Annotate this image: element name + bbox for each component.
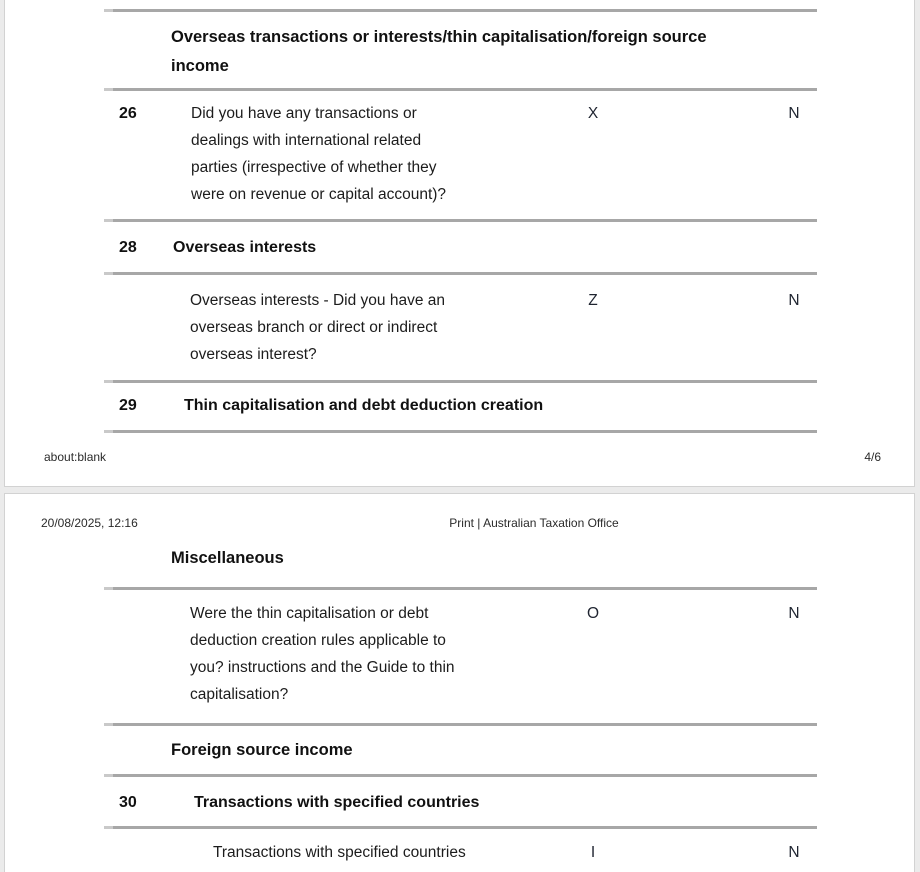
- header-title: Print | Australian Taxation Office: [449, 516, 619, 530]
- question-line: overseas interest?: [190, 346, 317, 363]
- item-29-title: Thin capitalisation and debt deduction creation: [184, 397, 544, 414]
- question-line: were on revenue or capital account)?: [191, 186, 447, 203]
- footer-url: about:blank: [44, 450, 107, 464]
- section-heading-line1: Overseas transactions or interests/thin capitalisation/foreign source: [171, 28, 707, 46]
- separator-line: [104, 380, 817, 383]
- section-heading-miscellaneous: Miscellaneous: [171, 549, 284, 567]
- print-page-4: [4, 0, 915, 487]
- separator-line: [104, 587, 817, 590]
- section-heading-foreign-source-income: Foreign source income: [171, 741, 353, 759]
- print-page-5: [4, 493, 915, 872]
- separator-line: [104, 272, 817, 275]
- section-heading-line2: income: [171, 57, 229, 75]
- question-line: dealings with international related: [191, 132, 422, 149]
- section-heading-overseas: [171, 23, 707, 81]
- question-line: Were the thin capitalisation or debt: [190, 605, 429, 622]
- item-number: 30: [119, 794, 137, 811]
- item-28-question: [190, 287, 445, 368]
- item-30-title: Transactions with specified countries: [194, 794, 480, 811]
- item-28-value: N: [788, 292, 800, 309]
- separator-line: [104, 826, 817, 829]
- footer-page-count: 4/6: [864, 450, 881, 464]
- item-26-code: X: [587, 105, 599, 122]
- item-30-value: N: [788, 844, 800, 861]
- item-number: 26: [119, 105, 137, 122]
- misc-question: [190, 600, 455, 708]
- question-line: you? instructions and the Guide to thin: [190, 659, 455, 676]
- question-line: parties (irrespective of whether they: [191, 159, 437, 176]
- item-30-question: Transactions with specified countries: [213, 844, 466, 861]
- item-number: 29: [119, 397, 137, 414]
- separator-line: [104, 723, 817, 726]
- separator-line: [104, 88, 817, 91]
- separator-line: [104, 9, 817, 12]
- item-number: 28: [119, 239, 137, 256]
- separator-line: [104, 219, 817, 222]
- question-line: Overseas interests - Did you have an: [190, 292, 446, 309]
- item-26-question: [191, 100, 446, 208]
- question-line: overseas branch or direct or indirect: [190, 319, 438, 336]
- item-28-code: Z: [588, 292, 598, 309]
- item-30-code: I: [590, 844, 596, 861]
- question-line: Did you have any transactions or: [191, 105, 417, 122]
- separator-line: [104, 774, 817, 777]
- item-28-title: Overseas interests: [173, 239, 317, 256]
- question-line: deduction creation rules applicable to: [190, 632, 446, 649]
- question-line: capitalisation?: [190, 686, 289, 703]
- item-26-value: N: [788, 105, 800, 122]
- separator-line: [104, 430, 817, 433]
- header-datetime: 20/08/2025, 12:16: [41, 516, 138, 530]
- misc-question-value: N: [788, 605, 800, 622]
- misc-question-code: O: [586, 605, 600, 622]
